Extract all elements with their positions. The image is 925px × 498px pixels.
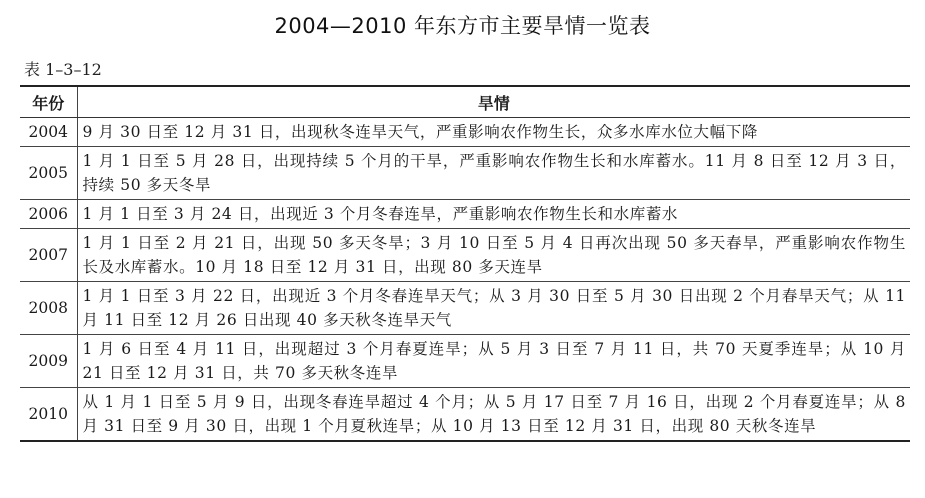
- row-description: 1 月 6 日至 4 月 11 日，出现超过 3 个月春夏连旱；从 5 月 3 日至 7 月 11 日，共 70 天夏季连旱；从 10 月 21 日至 12 月 31 日，共 70 多天秋冬连旱: [77, 335, 910, 388]
- row-year: 2010: [20, 388, 77, 442]
- table-row: [20, 282, 910, 335]
- table-row: [20, 118, 910, 147]
- page-title: 2004—2010 年东方市主要旱情一览表: [274, 14, 651, 38]
- drought-table: [20, 85, 910, 442]
- table-header-row: [20, 86, 910, 118]
- row-year: 2005: [20, 147, 77, 200]
- table-row: [20, 229, 910, 282]
- row-year: 2009: [20, 335, 77, 388]
- row-year: 2008: [20, 282, 77, 335]
- row-description: 从 1 月 1 日至 5 月 9 日，出现冬春连旱超过 4 个月；从 5 月 17 日至 7 月 16 日，出现 2 个月春夏连旱；从 8 月 31 日至 9 月 30 日，出现 1 个月夏秋连旱；从 10 月 13 日至 12 月 31 日，出现 80 天秋冬连旱: [77, 388, 910, 442]
- row-year: 2006: [20, 200, 77, 229]
- table-row: [20, 200, 910, 229]
- row-year: 2004: [20, 118, 77, 147]
- header-year: 年份: [20, 86, 77, 118]
- row-description: 1 月 1 日至 3 月 24 日，出现近 3 个月冬春连旱，严重影响农作物生长和水库蓄水: [77, 200, 910, 229]
- row-description: 1 月 1 日至 5 月 28 日，出现持续 5 个月的干旱，严重影响农作物生长和水库蓄水。11 月 8 日至 12 月 3 日，持续 50 多天冬旱: [77, 147, 910, 200]
- row-year: 2007: [20, 229, 77, 282]
- row-description: 1 月 1 日至 2 月 21 日，出现 50 多天冬旱；3 月 10 日至 5 月 4 日再次出现 50 多天春旱，严重影响农作物生长及水库蓄水。10 月 18 日至 12 月 31 日，出现 80 多天连旱: [77, 229, 910, 282]
- row-description: 9 月 30 日至 12 月 31 日，出现秋冬连旱天气，严重影响农作物生长，众多水库水位大幅下降: [77, 118, 910, 147]
- table-row: [20, 388, 910, 442]
- table-row: [20, 335, 910, 388]
- header-drought: 旱情: [77, 86, 910, 118]
- table-label: 表 1–3–12: [24, 60, 102, 79]
- table-row: [20, 147, 910, 200]
- row-description: 1 月 1 日至 3 月 22 日，出现近 3 个月冬春连旱天气；从 3 月 30 日至 5 月 30 日出现 2 个月春旱天气；从 11 月 11 日至 12 月 26 日出现 40 多天秋冬连旱天气: [77, 282, 910, 335]
